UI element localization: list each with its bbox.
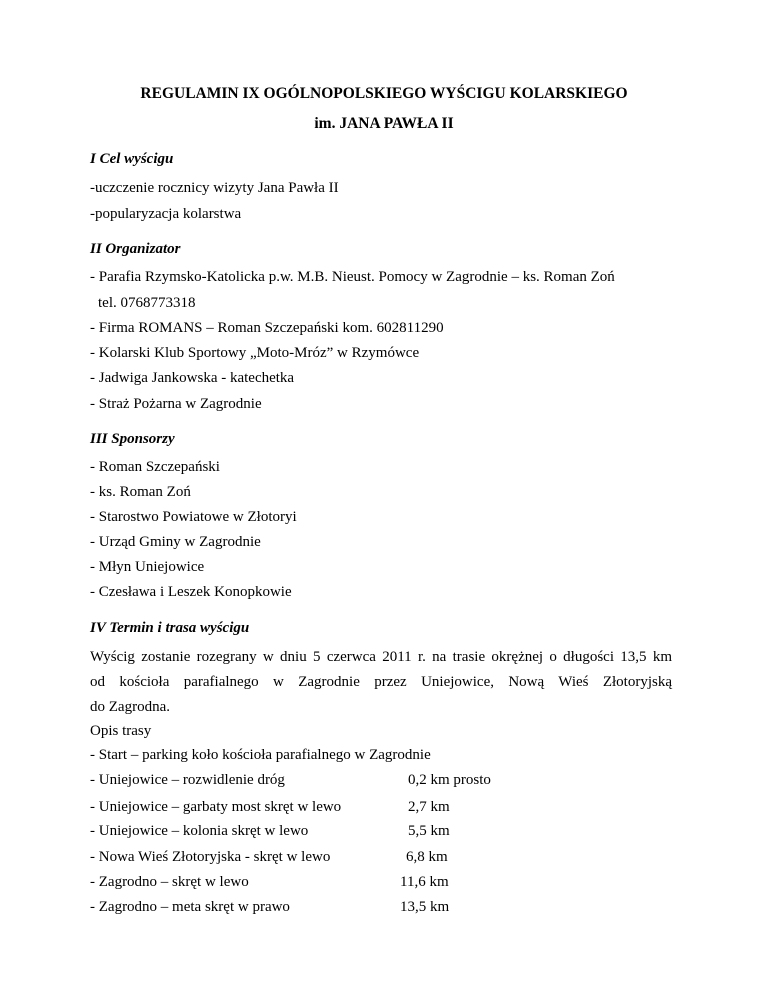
route-distance: 13,5 km	[400, 899, 450, 915]
document-subtitle: im. JANA PAWŁA II	[314, 115, 454, 132]
list-item: - Kolarski Klub Sportowy „Moto-Mróz” w Rzymówce	[90, 345, 420, 361]
route-place: - Zagrodno – skręt w lewo	[90, 874, 249, 890]
route-distance: 5,5 km	[408, 823, 450, 839]
document-title: REGULAMIN IX OGÓLNOPOLSKIEGO WYŚCIGU KOLARSKIEGO	[140, 85, 628, 102]
list-item: - Roman Szczepański	[90, 459, 220, 475]
route-place: - Nowa Wieś Złotoryjska - skręt w lewo	[90, 849, 331, 865]
list-item: - Młyn Uniejowice	[90, 559, 205, 575]
list-item: - Czesława i Leszek Konopkowie	[90, 584, 292, 600]
list-item: - Urząd Gminy w Zagrodnie	[90, 534, 261, 550]
list-item: -popularyzacja kolarstwa	[90, 206, 242, 222]
section-heading-termin: IV Termin i trasa wyścigu	[90, 620, 250, 636]
paragraph-line: do Zagrodna.	[90, 699, 170, 715]
list-item: -uczczenie rocznicy wizyty Jana Pawła II	[90, 180, 339, 196]
list-item: - Firma ROMANS – Roman Szczepański kom. 602811290	[90, 320, 444, 336]
route-distance: 0,2 km prosto	[408, 772, 491, 788]
list-item: - ks. Roman Zoń	[90, 484, 191, 500]
route-place: - Uniejowice – rozwidlenie dróg	[90, 772, 285, 788]
route-distance: 2,7 km	[408, 799, 450, 815]
route-place: - Uniejowice – garbaty most skręt w lewo	[90, 799, 342, 815]
section-heading-organizator: II Organizator	[90, 241, 181, 257]
route-distance: 11,6 km	[400, 874, 449, 890]
route-place: - Zagrodno – meta skręt w prawo	[90, 899, 290, 915]
list-item: - Straż Pożarna w Zagrodnie	[90, 396, 262, 412]
paragraph-line: od kościoła parafialnego w Zagrodnie przez Uniejowice, Nową Wieś Złotoryjską	[90, 674, 672, 690]
paragraph-line: Wyścig zostanie rozegrany w dniu 5 czerwca 2011 r. na trasie okrężnej o długości 13,5 km	[90, 649, 672, 665]
list-item: - Jadwiga Jankowska - katechetka	[90, 370, 295, 386]
route-place: - Uniejowice – kolonia skręt w lewo	[90, 823, 309, 839]
list-item: - Parafia Rzymsko-Katolicka p.w. M.B. Nieust. Pomocy w Zagrodnie – ks. Roman Zoń	[90, 269, 615, 285]
section-heading-sponsorzy: III Sponsorzy	[90, 431, 175, 447]
list-item: - Starostwo Powiatowe w Złotoryi	[90, 509, 297, 525]
section-heading-cel: I Cel wyścigu	[90, 151, 174, 167]
route-distance: 6,8 km	[406, 849, 448, 865]
list-item: tel. 0768773318	[98, 295, 196, 311]
route-start: - Start – parking koło kościoła parafialnego w Zagrodnie	[90, 747, 431, 763]
route-label: Opis trasy	[90, 723, 152, 739]
